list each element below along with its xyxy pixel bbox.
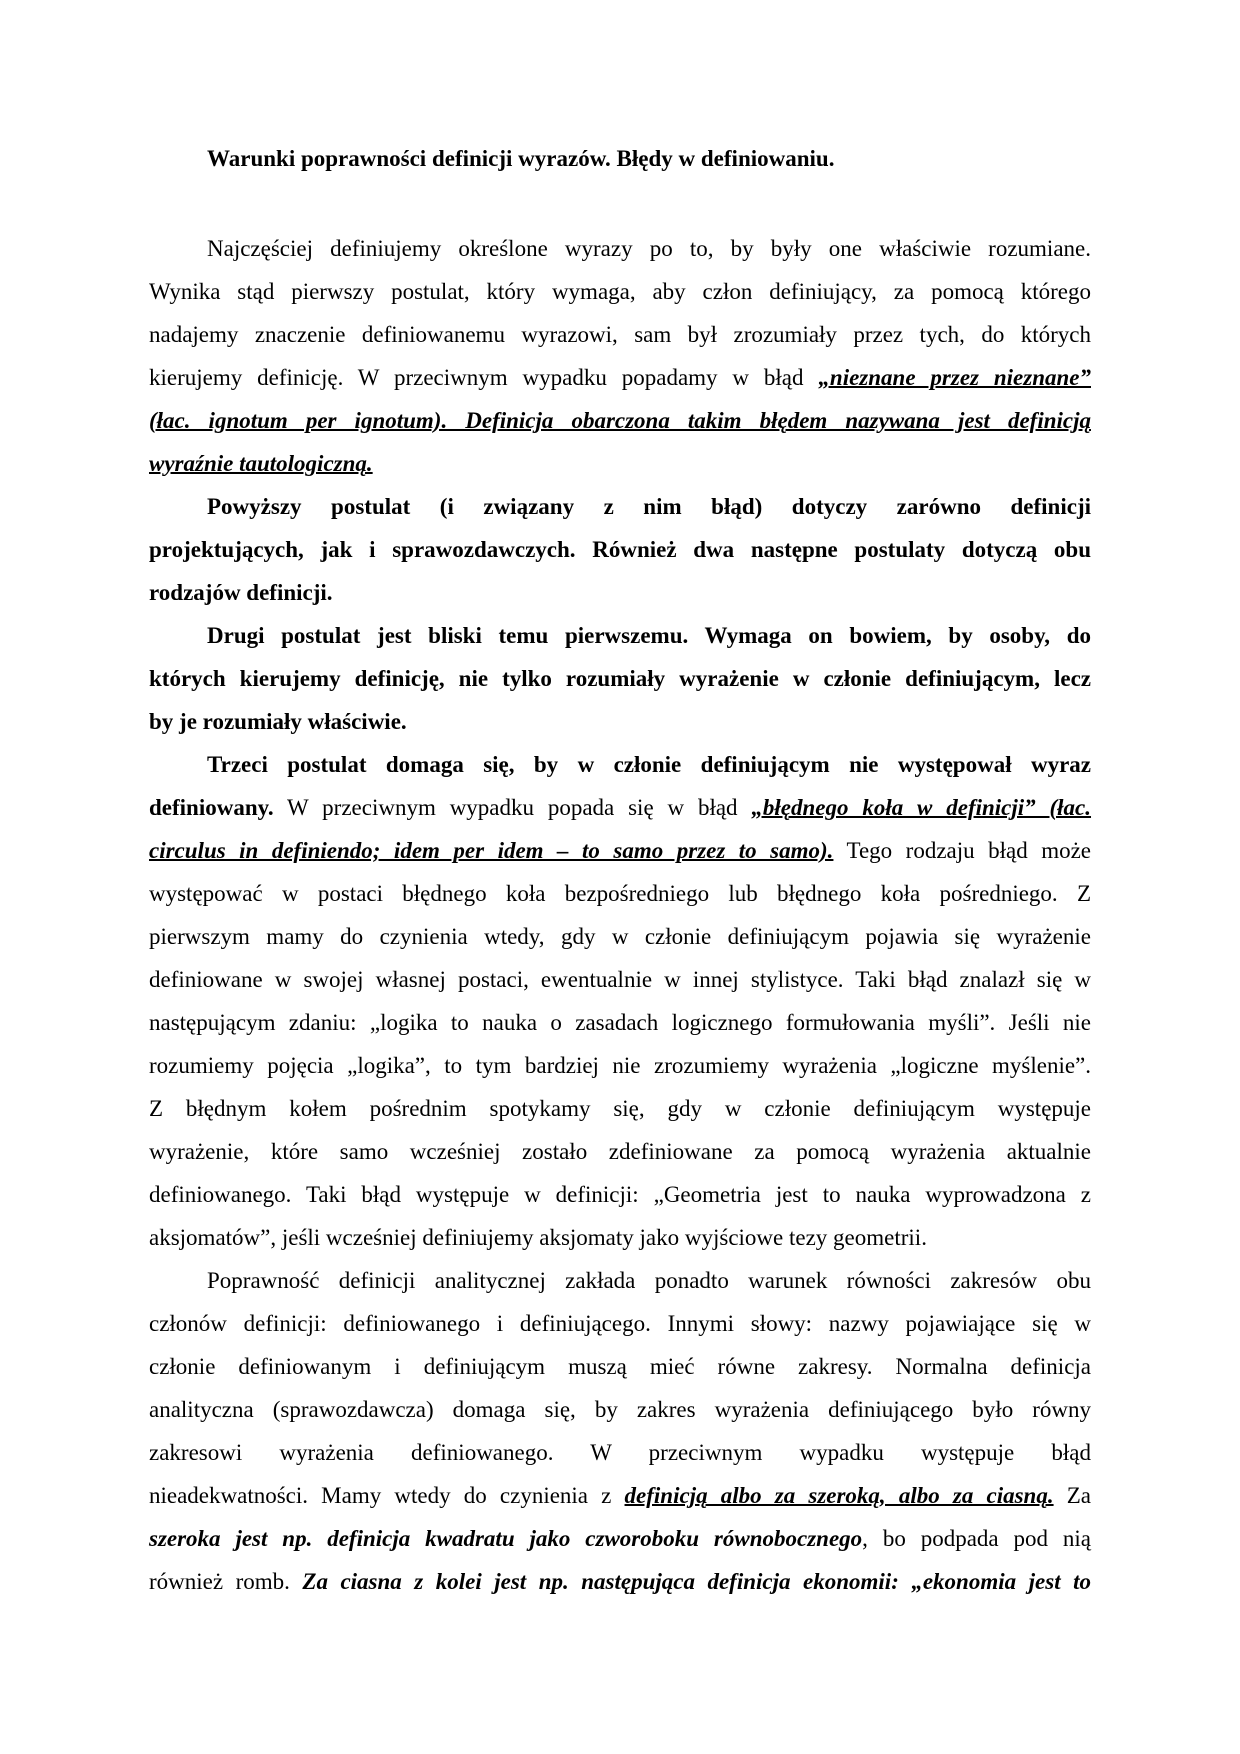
paragraph-4-line [207,743,1091,786]
emphasized-text-run: by je rozumiały właściwie. [149,709,407,734]
text-run: wyrażenie, które samo wcześniej zostało zdefiniowane za pomocą wyrażenia aktualnie [149,1139,1091,1164]
emphasized-text-run: „błędnego koła w definicji” (łac. [751,795,1092,820]
text-run: członie definiowanym i definiującym muszą mieć równe zakresy. Normalna definicja [149,1354,1091,1379]
text-run: zakresowi wyrażenia definiowanego. W przeciwnym wypadku występuje błąd [149,1440,1091,1465]
emphasized-text-run: których kierujemy definicję, nie tylko rozumiały wyrażenie w członie definiującym, lecz [149,666,1091,691]
paragraph-1-line [149,399,1091,442]
document-title: Warunki poprawności definicji wyrazów. Błędy w definiowaniu. [207,146,835,171]
paragraph-4-line [149,1044,1091,1087]
paragraph-2-line [149,528,1091,571]
paragraph-4-line [149,1130,1091,1173]
text-run: Za [1053,1483,1091,1508]
paragraph-3-line [207,614,1091,657]
text-run: Tego rodzaju błąd może [833,838,1092,863]
emphasized-text-run: Za ciasna z kolei jest np. następująca definicja ekonomii: „ekonomia jest to [302,1569,1091,1594]
paragraph-3-line [149,700,1091,743]
text-run: , bo podpada pod nią [862,1526,1091,1551]
paragraph-5-line [149,1431,1091,1474]
text-run: aksjomatów”, jeśli wcześniej definiujemy aksjomaty jako wyjściowe tezy geometrii. [149,1225,927,1250]
emphasized-text-run: „nieznane przez nieznane” [818,365,1091,390]
emphasized-text-run: (łac. ignotum per ignotum). Definicja obarczona takim błędem nazywana jest definicją [149,408,1091,433]
paragraph-4-line [149,1001,1091,1044]
paragraph-5-line [149,1388,1091,1431]
emphasized-text-run: Drugi postulat jest bliski temu pierwszemu. Wymaga on bowiem, by osoby, do [207,623,1091,648]
text-run: następującym zdaniu: „logika to nauka o zasadach logicznego formułowania myśli”. Jeśli nie [149,1010,1091,1035]
text-run: członów definicji: definiowanego i definiującego. Innymi słowy: nazwy pojawiające się w [149,1311,1091,1336]
emphasized-text-run: circulus in definiendo; idem per idem – to samo przez to samo). [149,838,834,863]
paragraph-4-line [149,1087,1091,1130]
paragraph-5-line [149,1517,1091,1560]
text-run: Poprawność definicji analitycznej zakłada ponadto warunek równości zakresów obu [207,1268,1091,1293]
paragraph-1-line [149,356,1091,399]
paragraph-5-line [149,1302,1091,1345]
text-run: Najczęściej definiujemy określone wyrazy po to, by były one właściwie rozumiane. [207,236,1091,261]
paragraph-5-line [207,1259,1091,1302]
text-run: W przeciwnym wypadku popada się w błąd [273,795,752,820]
text-run: nieadekwatności. Mamy wtedy do czynienia z [149,1483,625,1508]
paragraph-4-line [149,829,1091,872]
paragraph-1-line [149,270,1091,313]
emphasized-text-run: szeroka jest np. definicja kwadratu jako czworoboku równobocznego [149,1526,863,1551]
paragraph-4-line [149,872,1091,915]
emphasized-text-run: definiowany. [149,795,274,820]
text-run: rozumiemy pojęcia „logika”, to tym bardziej nie zrozumiemy wyrażenia „logiczne myślenie”. [149,1053,1091,1078]
text-run: Z błędnym kołem pośrednim spotykamy się, gdy w członie definiującym występuje [149,1096,1091,1121]
paragraph-3-line [149,657,1091,700]
text-run: definiowanego. Taki błąd występuje w definicji: „Geometria jest to nauka wyprowadzona z [149,1182,1091,1207]
emphasized-text-run: Trzeci postulat domaga się, by w członie definiującym nie występował wyraz [207,752,1091,777]
emphasized-text-run: wyraźnie tautologiczną. [149,451,373,476]
text-run: pierwszym mamy do czynienia wtedy, gdy w członie definiującym pojawia się wyrażenie [149,924,1091,949]
paragraph-2-line [207,485,1091,528]
paragraph-4-line [149,1216,1091,1259]
text-run: analityczna (sprawozdawcza) domaga się, by zakres wyrażenia definiującego było równy [149,1397,1091,1422]
paragraph-5-line [149,1560,1091,1603]
paragraph-5-line [149,1345,1091,1388]
paragraph-4-line [149,1173,1091,1216]
emphasized-text-run: Powyższy postulat (i związany z nim błąd) dotyczy zarówno definicji [207,494,1091,519]
emphasized-text-run: rodzajów definicji. [149,580,333,605]
paragraph-4-line [149,786,1091,829]
text-run: kierujemy definicję. W przeciwnym wypadku popadamy w błąd [149,365,819,390]
emphasized-text-run: projektujących, jak i sprawozdawczych. Również dwa następne postulaty dotyczą obu [149,537,1091,562]
paragraph-5-line [149,1474,1091,1517]
paragraph-4-line [149,958,1091,1001]
text-run: definiowane w swojej własnej postaci, ewentualnie w innej stylistyce. Taki błąd znalazł się w [149,967,1091,992]
paragraph-4-line [149,915,1091,958]
paragraph-1-line [149,313,1091,356]
paragraph-1-line [149,442,1091,485]
text-run: również romb. [149,1569,303,1594]
paragraph-1-line [207,227,1091,270]
text-run: występować w postaci błędnego koła bezpośredniego lub błędnego koła pośredniego. Z [149,881,1091,906]
emphasized-text-run: definicją albo za szeroką, albo za ciasną. [624,1483,1054,1508]
text-run: nadajemy znaczenie definiowanemu wyrazowi, sam był zrozumiały przez tych, do których [149,322,1091,347]
text-run: Wynika stąd pierwszy postulat, który wymaga, aby człon definiujący, za pomocą którego [149,279,1091,304]
paragraph-2-line [149,571,1091,614]
